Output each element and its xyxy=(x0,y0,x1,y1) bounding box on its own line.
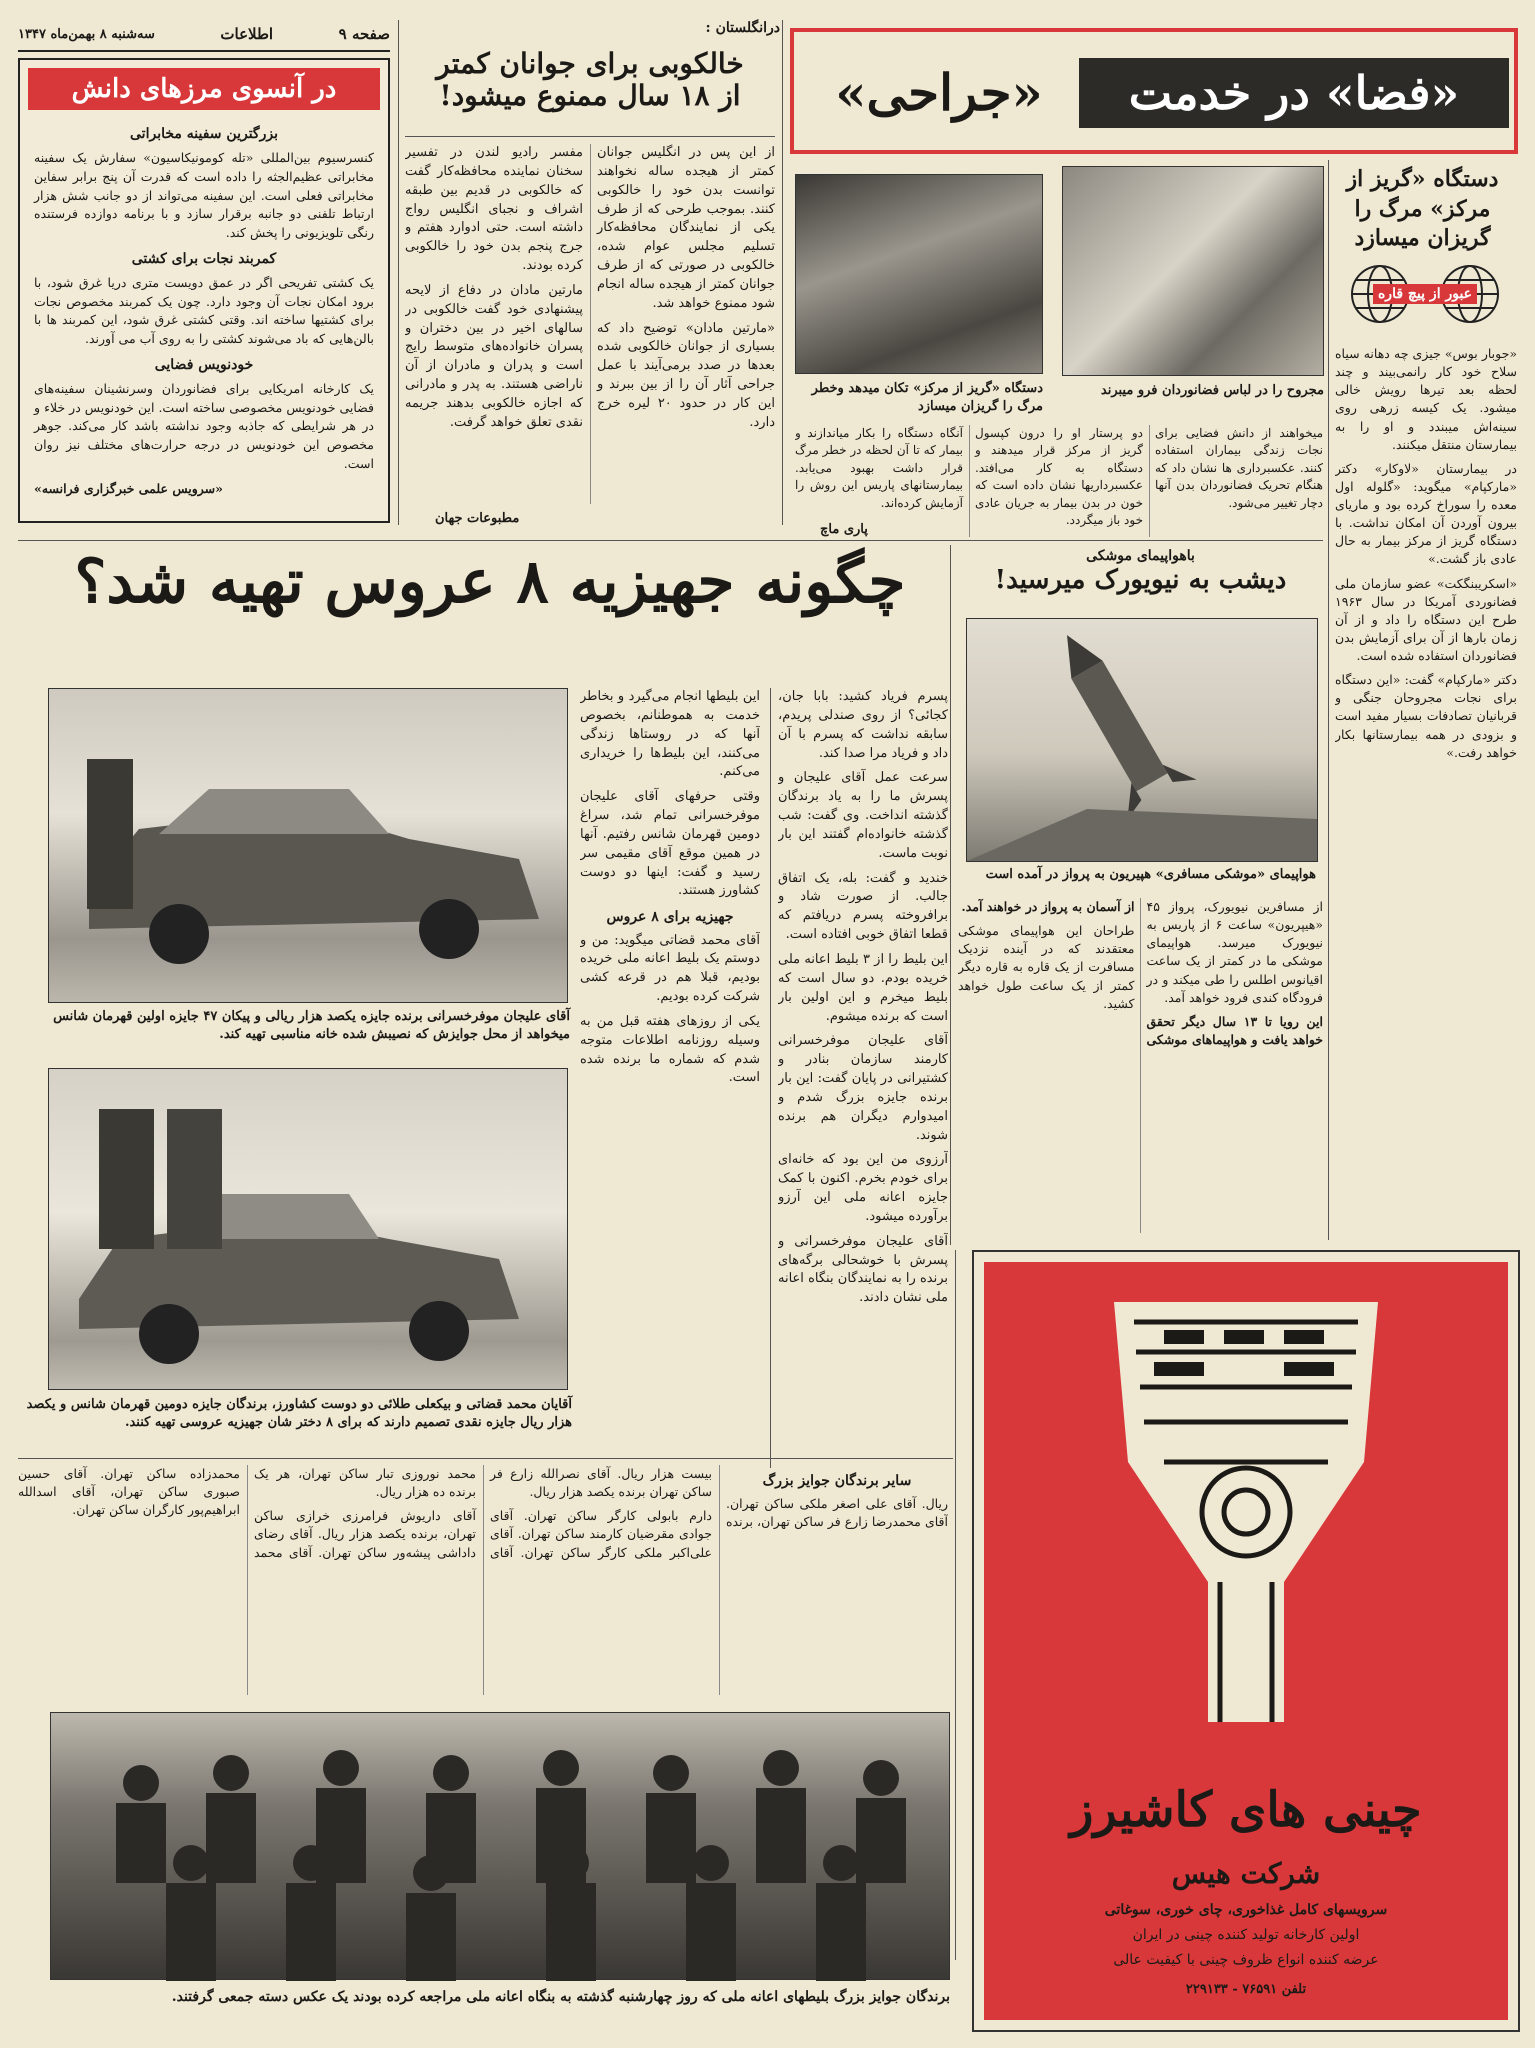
tattoo-paragraph: از این پس در انگلیس جوانان کمتر از هیجده ساله نخواهند توانست بدن خود را خالکوبی کنند. بموجب طرحی که از طرف یکی از نمایندگان محافظه‌کار تسلیم مجلس عوام شده، خالکوبی در صورتی که از طرف جوانان کمتر از هیجده ساله انجام شود ممنوع خواهد شد. xyxy=(597,145,775,311)
space-banner-box xyxy=(790,28,1518,154)
ny-paragraph: از مسافرین نیویورک، پرواز ۴۵ «هیپریون» ساعت ۶ از پاریس به نیویورک میرسد. هواپیمای موشکی ما در کمتر از یک ساعت اقیانوس اطلس را طی میکند و در فرودگاه کندی فرود خواهد آمد. xyxy=(1146,899,1323,1005)
space-paragraph: آنگاه دستگاه را بکار میاندازند و بیمار که تا آن لحظه در خطر مرگ قرار داشت بهبود می‌یابد. بیمارستانهای پاریس این روش را آزمایش کرده‌اند. xyxy=(795,426,963,510)
rocket-caption: هواپیمای «موشکی مسافری» هپیریون به پرواز در آمده است xyxy=(985,867,1316,882)
science-heading: بزرگترین سفینه مخابراتی xyxy=(130,126,278,142)
dowry-subheading: جهیزیه برای ۸ عروس xyxy=(606,909,734,926)
suit-caption: مجروح را در لباس فضانوردان فرو میبرند xyxy=(1100,383,1324,398)
space-mid-columns xyxy=(795,425,1323,537)
ny-headline: دیشب به نیویورک میرسید! xyxy=(994,565,1287,595)
ad-phone: تلفن ۷۶۵۹۱ - ۲۲۹۱۳۳ xyxy=(1185,1982,1307,1997)
dowry-paragraph: آرزوی من این بود که خانه‌ای برای خودم بخرم. اکنون با کمک جایزه اعانه ملی این آرزو برآورده میشود. xyxy=(778,1152,948,1224)
ny-kicker: باهواپیمای موشکی xyxy=(1086,548,1195,564)
car-icon xyxy=(49,689,569,1004)
ny-paragraph: طراحان این هواپیمای موشکی معتقدند که در آینده نزدیک مسافرت از یک قاره به قاره دیگر کمتر از یک ساعت طول خواهد کشید. xyxy=(958,923,1135,1011)
group-photo xyxy=(50,1712,950,1980)
science-heading: کمربند نجات برای کشتی xyxy=(131,250,277,267)
tattoo-paragraph: «مارتین مادان» توضیح داد که بسیاری از جوانان خالکوبی شده بعدها در صدد برمی‌آیند با عمل جراحی آثار آن را از بین ببرند و این کار در حدود ۲۰ لیره خرج دارد. xyxy=(597,320,775,430)
dowry-col-a xyxy=(580,688,760,1448)
paper-name: اطلاعات xyxy=(220,25,274,43)
tattoo-source: مطبوعات جهان xyxy=(435,511,520,526)
science-paragraph: یک کشتی تفریحی اگر در عمق دویست متری دریا غرق شود، با برود امکان نجات آن وجود دارد. چون یک کمربند مخصوص نجات برای کشتیها ساخته اند. وقتی کشتی غرق شود، این کمربند ها با بالن‌هایی که باد می‌شوند کشتی را به روی آب می آورند. xyxy=(34,274,374,346)
rocket-plane-photo xyxy=(966,618,1318,862)
space-side-headline: دستگاه «گریز از مرکز» مرگ را گریزان میسازد xyxy=(1346,166,1499,252)
tattoo-headline-line2: از ۱۸ سال ممنوع میشود! xyxy=(439,79,741,113)
dowry-paragraph: خندید و گفت: بله، یک اتفاق جالب. از صورت شاد و برافروخته پسرم دریافتم که قطعا اتفاق خوبی افتاده است. xyxy=(778,870,948,943)
group-people-icon xyxy=(51,1713,951,1981)
winners-list xyxy=(18,1465,948,1695)
dowry-paragraph: آقای علیجان موفرخسرانی و پسرش با خوشحالی برگه‌های برنده را به نمایندگان بنگاه اعانه ملی نشان دادند. xyxy=(778,1233,948,1306)
space-paragraph: میخواهند از دانش فضایی برای نجات زندگی بیماران استفاده کنند. عکسبرداری ها نشان داد که هنگام تحریک فضانوردان بدن آنها دچار تغییر می‌شود. xyxy=(1155,426,1323,510)
tattoo-article xyxy=(405,48,775,526)
winners-subheading: سایر برندگان جوایز بزرگ xyxy=(762,1473,912,1489)
winners-paragraph: ریال. آقای علی اصغر ملکی ساکن تهران. آقای محمدرضا زارع فر ساکن تهران، برنده بیست هزار ریال. آقای نصرالله زارع فر ساکن تهران برنده یکصد هزار ریال. xyxy=(490,1466,948,1530)
dowry-paragraph: آقای علیجان موفرخسرانی کارمند سازمان بنادر و کشتیرانی در پایان گفت: این بار برنده جایزه بزرگ شدم و امیدوارم دیگران هم برنده شوند. xyxy=(778,1033,948,1143)
science-heading: خودنویس فضایی xyxy=(154,356,254,373)
dowry-paragraph: پسرم فریاد کشید: بابا جان، کجائی؟ از روی صندلی پریدم، سابقه نداشت که پسرم با آن داد و فریاد مرا صدا کند. xyxy=(778,689,948,761)
winners-paragraph: دارم بابولی کارگر ساکن تهران. آقای جوادی مقرضیان کارمند ساکن تهران. آقای علی‌اکبر ملکی کارگر ساکن تهران. آقای محمد نوروزی تبار ساکن تهران، هر یک برنده ده هزار ریال. xyxy=(254,1466,712,1560)
place-tag: درانگلستان : xyxy=(705,20,780,36)
dowry-col-b xyxy=(778,688,948,1448)
space-banner-middle: در خدمت xyxy=(1128,66,1310,120)
tattoo-paragraph: مفسر رادیو لندن در تفسیر سخنان نماینده محافظه‌کار گفت که خالکوبی در قدیم بین طبقه اشراف و نجبای انگلیس رواج داشته است. حتی ادوارد هفتم و جرج پنجم بدن خود را خالکوبی کرده بودند. xyxy=(405,145,583,274)
science-paragraph: یک کارخانه امریکایی برای فضانوردان وسرنشینان سفینه‌های فضایی خودنویس مخصوصی ساخته است. این خودنویس در خلاء و در هر شرایطی که جاذبه وجود نداشته باشد کار می‌کند. جوهر مخصوص این خودنویس در درجه حرارت‌های مختلف نیز روان است. xyxy=(34,380,374,471)
dowry-paragraph: این بلیط را از ۳ بلیط اعانه ملی خریده بودم. دو سال است که بلیط میخرم و این اولین بار است که برنده میشوم. xyxy=(778,951,948,1024)
vase-pattern-icon xyxy=(984,1282,1508,1782)
space-banner-quote1: «فضا» xyxy=(1325,66,1460,120)
space-side-column xyxy=(1335,345,1517,1240)
science-box xyxy=(18,58,390,523)
ad-line2: عرضه کننده انواع ظروف چینی با کیفیت عالی xyxy=(1113,1952,1379,1968)
car-photo-1-caption: آقای علیجان موفرخسرانی برنده جایزه یکصد هزار ریالی و پیکان ۴۷ جایزه اولین قهرمان شانس میخواهد از محل جوایزش که نصیبش شده خانه مناسبی تهیه کند. xyxy=(53,1009,570,1042)
dowry-paragraph: یکی از روزهای هفته قبل من به وسیله روزنامه اطلاعات متوجه شدم که شماره ما برنده شده است. xyxy=(580,1013,760,1086)
dowry-paragraph: سرعت عمل آقای علیجان و پسرش ما را به یاد برندگان گذشته انداخت. وی گفت: شب گذشته خانواده‌ام گفتند این بار نوبت ماست. xyxy=(778,770,948,861)
column-logo-label: عبور از پیچ قاره xyxy=(1373,284,1477,304)
ny-paragraph: این رویا تا ۱۳ سال دیگر تحقق خواهد یافت و هواپیماهای موشکی از آسمان به پرواز در خواهند آمد. xyxy=(961,899,1323,1047)
tattoo-paragraph: مارتین مادان در دفاع از لایحه پیشنهادی خود گفت خالکوبی در سالهای اخیر در بین دختران و پسران خانواده‌های متوسط رایج است و پدران و مادران از آن ناراضی هستند. به پدر و مادرانی که اجازه خالکوبی بدهند جریمه نقدی تعلق خواهد گرفت. xyxy=(405,282,583,430)
ad-line1: اولین کارخانه تولید کننده چینی در ایران xyxy=(1132,1927,1360,1943)
ad-company: شرکت هیس xyxy=(1171,1857,1321,1890)
science-credit: «سرویس علمی خبرگزاری فرانسه» xyxy=(34,480,223,496)
astronaut-suit-photo xyxy=(1062,166,1324,376)
space-paragraph: در بیمارستان «لاوکار» دکتر «مارکپام» میگوید: «گلوله اول معده را سوراخ کرده بود و ماریای بیرون آوردن آن امکان نداشت. با دستگاه گریز از مرکز بیمار به حال عادی باز گشت.» xyxy=(1335,460,1517,567)
globe-logo xyxy=(1335,262,1515,337)
tattoo-headline-line1: خالکوبی برای جوانان کمتر xyxy=(436,47,744,80)
space-banner xyxy=(1079,58,1509,128)
centrifuge-photo xyxy=(795,174,1043,374)
car-photo-2 xyxy=(48,1068,568,1390)
new-york-article xyxy=(958,548,1323,1238)
china-advertisement xyxy=(972,1250,1520,2032)
ad-tagline: سرویسهای کامل غذاخوری، چای خوری، سوغاتی xyxy=(1104,1902,1388,1918)
dowry-paragraph: آقای محمد قضاتی میگوید: من و دوستم یک بلیط اعانه ملی خریده بودیم، قبلا هم در قرعه کشی شرکت کرده بودیم. xyxy=(580,932,760,1005)
ad-red-panel xyxy=(984,1262,1508,2020)
issue-date: سه‌شنبه ۸ بهمن‌ماه ۱۳۴۷ xyxy=(18,26,155,42)
dowry-paragraph: وقتی حرفهای آقای علیجان موفرخسرانی تمام شد، سراغ دومین قهرمان شانس رفتیم. آنها در همین موقع آقای مقیمی سر رسید و گفت: اینها دو دوست کشاورز هستند. xyxy=(580,789,760,899)
space-paragraph: دو پرستار او را درون کپسول گریز از مرکز قرار میدهند و دستگاه به کار می‌افتد. عکسبرداریها نشان داده است که خون در بدن بیمار به جریان عادی خود باز میگردد. xyxy=(975,426,1143,527)
science-box-title: در آنسوی مرزهای دانش xyxy=(28,68,380,110)
ad-brand: چینی های کاشیرز xyxy=(1070,1782,1422,1838)
space-banner-quote2: «جراحی» xyxy=(835,63,1043,122)
car-photo-1 xyxy=(48,688,568,1003)
winners-paragraph: آقای داریوش فرامرزی خرازی ساکن تهران، برنده یکصد هزار ریال. آقای رضای داداشی پیشه‌ور ساکن تهران. آقای محمد محمدزاده ساکن تهران. آقای حسین صبوری ساکن تهران، آقای اسدالله ابراهیم‌پور کارگران ساکن تهران. xyxy=(18,1466,476,1560)
dowry-headline: چگونه جهیزیه ۸ عروس تهیه شد؟ xyxy=(74,547,906,617)
page-number: صفحه ۹ xyxy=(338,25,390,43)
space-paragraph: «اسکریبنگکت» عضو سازمان ملی فضانوردی آمریکا در سال ۱۹۶۳ طرح این دستگاه را داد و از آن زمان بارها از آن برای آزمایش بدن فضانوردان استفاده شده است. xyxy=(1335,575,1517,663)
space-paragraph: «جوبار بوس» جیزی چه دهانه سیاه سلاح خود کار رانمی‌بیند و چند لحظه بعد تیرها رویش خالی میشود. یک کیسه زرهی روی سینه‌اش میبندد و او را به بیمارستان منتقل میکنند. xyxy=(1335,346,1517,452)
dowry-paragraph: این بلیطها انجام می‌گیرد و بخاطر خدمت به هموطنانم، بخصوص آنها که در روستاها زندگی می‌کنند، این بلیط‌ها را خریداری می‌کنم. xyxy=(580,689,760,780)
car-icon xyxy=(49,1069,569,1391)
masthead xyxy=(18,18,390,52)
rocket-icon xyxy=(967,619,1317,861)
science-paragraph: کنسرسیوم بین‌المللی «تله کومونیکاسیون» سفارش یک سفینه مخابراتی عظیم‌الجثه را داده است که قدرت آن پنج برابر سفاین مخابراتی فعلی است. این سفینه می‌تواند از دو جانب شش هزار ارتباط تلفنی دو جانبه برقرار سازد و با برنامه دوازده فرستنده رنگی تلویزیونی را پخش کند. xyxy=(34,150,374,240)
car-photo-2-caption: آقایان محمد قضاتی و بیکعلی طلائی دو دوست کشاورز، برندگان جایزه دومین قهرمان شانس و یکصد هزار ریال جایزه نقدی تصمیم دارند که برای ۸ دختر شان جهیزیه عروسی تهیه کنند. xyxy=(26,1397,572,1430)
centrifuge-caption: دستگاه «گریز از مرکز» تکان میدهد وخطر مرگ را گریزان میسازد xyxy=(811,381,1043,414)
group-photo-caption: برندگان جوایز بزرگ بلیطهای اعانه ملی که روز چهارشنبه گذشته به بنگاه اعانه ملی مراجعه کرده بودند یک عکس دسته جمعی گرفتند. xyxy=(171,1989,950,2005)
space-byline: پاری ماچ xyxy=(820,522,868,537)
tattoo-headline xyxy=(405,48,775,112)
space-paragraph: دکتر «مارکپام» گفت: «این دستگاه برای نجات مجروحان جنگی و قربانیان تصادفات بسیار مفید است و بزودی در همه بیمارستانها بکار خواهد رفت.» xyxy=(1335,672,1517,760)
